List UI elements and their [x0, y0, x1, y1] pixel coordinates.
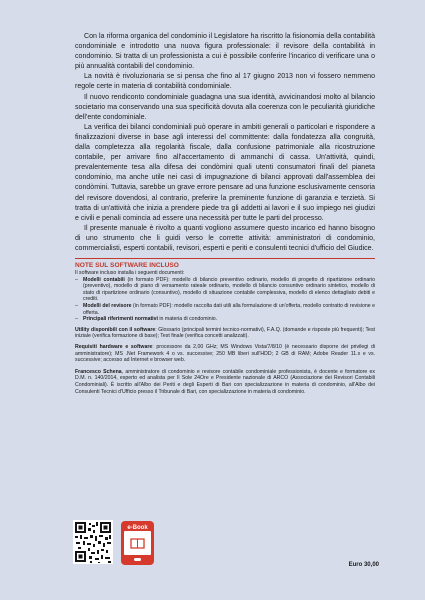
author-bio-text: , amministratore di condominio e revisore contabile condominiale professionista, è docente e formatore ex D.M. n. 140/2014, esperto ed analista per Il Sole 24Ore e Presidente nazionale di ARCO (Associazione dei Revisori Contabili Condominiali). È iscritto all'Albo dei Periti e degli Esperti di Bari con specializzazione in materia di condominio, all'Albo dei Consulenti Tecnici d'Ufficio presso il Tribunale di Bari, con specializzazione in materia di condominio. — [75, 368, 375, 395]
utility-label: Utility disponibili con il software — [75, 326, 156, 333]
software-notes — [75, 262, 375, 364]
intro-paragraph-1: Con la riforma organica del condominio il Legislatore ha riscritto la fisionomia della contabilità condominiale e introdotto una nuova figura professionale: il revisore della contabilità in condominio. Si tratta di un professionista a cui è possibile conferire l'incarico di verificare una o più annualità contabili del condominio. — [75, 33, 375, 71]
list-item — [75, 316, 375, 323]
requirements-text: : processore da 2,00 GHz; MS Windows Vista/7/8/10 (è necessario disporre dei privilegi di amministratore); MS .Net Framework 4 o vs. successive; 250 MB liberi sull'HDD; 2 GB di RAM; Adobe Reader 11.x e vs. successive; accesso ad Internet e browser web. — [75, 344, 375, 364]
requirements-note — [75, 344, 375, 364]
bullet: – — [75, 303, 78, 310]
intro-paragraph-3: Il nuovo rendiconto condominiale guadagna una sua identità, avvicinandosi molto al bilancio societario ma conservando una sua specificità dovuta alla coerenza con le peculiarità giuridiche dell'ente condominiale. — [75, 93, 375, 121]
author-name: Francesco Schena — [75, 368, 122, 375]
requirements-label: Requisiti hardware e software — [75, 344, 153, 350]
list-item-title: Modelli contabili — [83, 276, 125, 283]
intro-paragraph-4: La verifica dei bilanci condominiali può operare in ambiti generali o particolari e rispondere a finalizzazioni diverse in base agli interessi del committente: dalla fondatezza alla congruità, dalla completezza alla regolarità fiscale, dalla confusione patrimoniale alla ricostruzione contabile, per arrivare fino all'accertamento di ammanchi di cassa. Un'attività, quindi, prevalentemente tesa alla difesa dei condòmini quali utenti consumatori finali del pianeta condominio, ma anche utile nei casi di impugnazione di bilanci approvati dall'assemblea dei condòmini. Tuttavia, sarebbe un grave errore pensare ad una funzione esclusivamente censoria del revisore dovendosi, al contrario, preferire la preminente funzione di garanzia e terzietà. Si tratta di un'attività che inizia a prendere piede tra gli addetti ai lavori e il suo impiego nei giudizi e civili e penali comincia ad essere una necessità per tutte le parti del processo. — [75, 123, 375, 222]
author-bio — [75, 369, 375, 395]
list-item-title: Modelli del revisore — [83, 303, 132, 310]
list-item-text — [83, 277, 375, 303]
ebook-label: e-Book — [127, 525, 148, 531]
ebook-icon — [121, 521, 154, 565]
list-item-description: in materia di condominio. — [157, 316, 218, 323]
bullet: – — [75, 316, 78, 323]
bullet: – — [75, 276, 78, 283]
list-item-text — [83, 316, 375, 323]
list-item-description: (in formato PDF): modello raccolta dati utili alla formulazione di un'offerta, modello contratto di revisione e offerta. — [83, 303, 376, 316]
section-divider — [75, 258, 375, 259]
intro-paragraph-2: La novità è rivoluzionaria se si pensa che fino al 17 giugno 2013 non vi fossero nemmeno regole certe in materia di contabilità condominiale. — [75, 73, 375, 91]
list-item-description: (in formato PDF): modello di bilancio preventivo ordinario, modello di progetto di ripartizione ordinario (preventivo), modello di piano di versamento rateale ordinario, modello di bilancio consuntivo ordinario sintetico, modello di stato di ripartizione ordinario (consuntivo), modello di situazione contabile complessiva, modello di elenco dettagliato debiti e crediti. — [83, 276, 375, 303]
list-item-title: Principali riferimenti normativi — [83, 316, 158, 323]
cover-footer — [73, 520, 383, 588]
intro-paragraph-5: Il presente manuale è rivolto a quanti vogliono assumere questo incarico ed hanno bisogno di uno strumento che li guidi verso le corrette attività: amministratori di condominio, commercialisti, esperti contabili, revisori, esperti e periti e consulenti tecnici d'ufficio del Giudice. — [75, 224, 375, 252]
qr-code-icon — [73, 520, 113, 564]
software-title: NOTE SUL SOFTWARE INCLUSO — [75, 262, 179, 270]
software-intro: Il software incluso installa i seguenti documenti: — [75, 270, 185, 277]
price: Euro 30,00 — [348, 562, 379, 568]
list-item — [75, 277, 375, 303]
list-item — [75, 303, 375, 316]
intro-text — [75, 32, 375, 254]
content-column — [75, 32, 375, 395]
list-item-text — [83, 303, 375, 316]
utility-text: : Glossario (principali termini tecnico-normativi), F.A.Q. (domande e risposte più frequenti); Test iniziale (verifica formazione di base); Test finale (verifica concetti analizzati). — [75, 326, 375, 340]
utility-note — [75, 327, 375, 340]
